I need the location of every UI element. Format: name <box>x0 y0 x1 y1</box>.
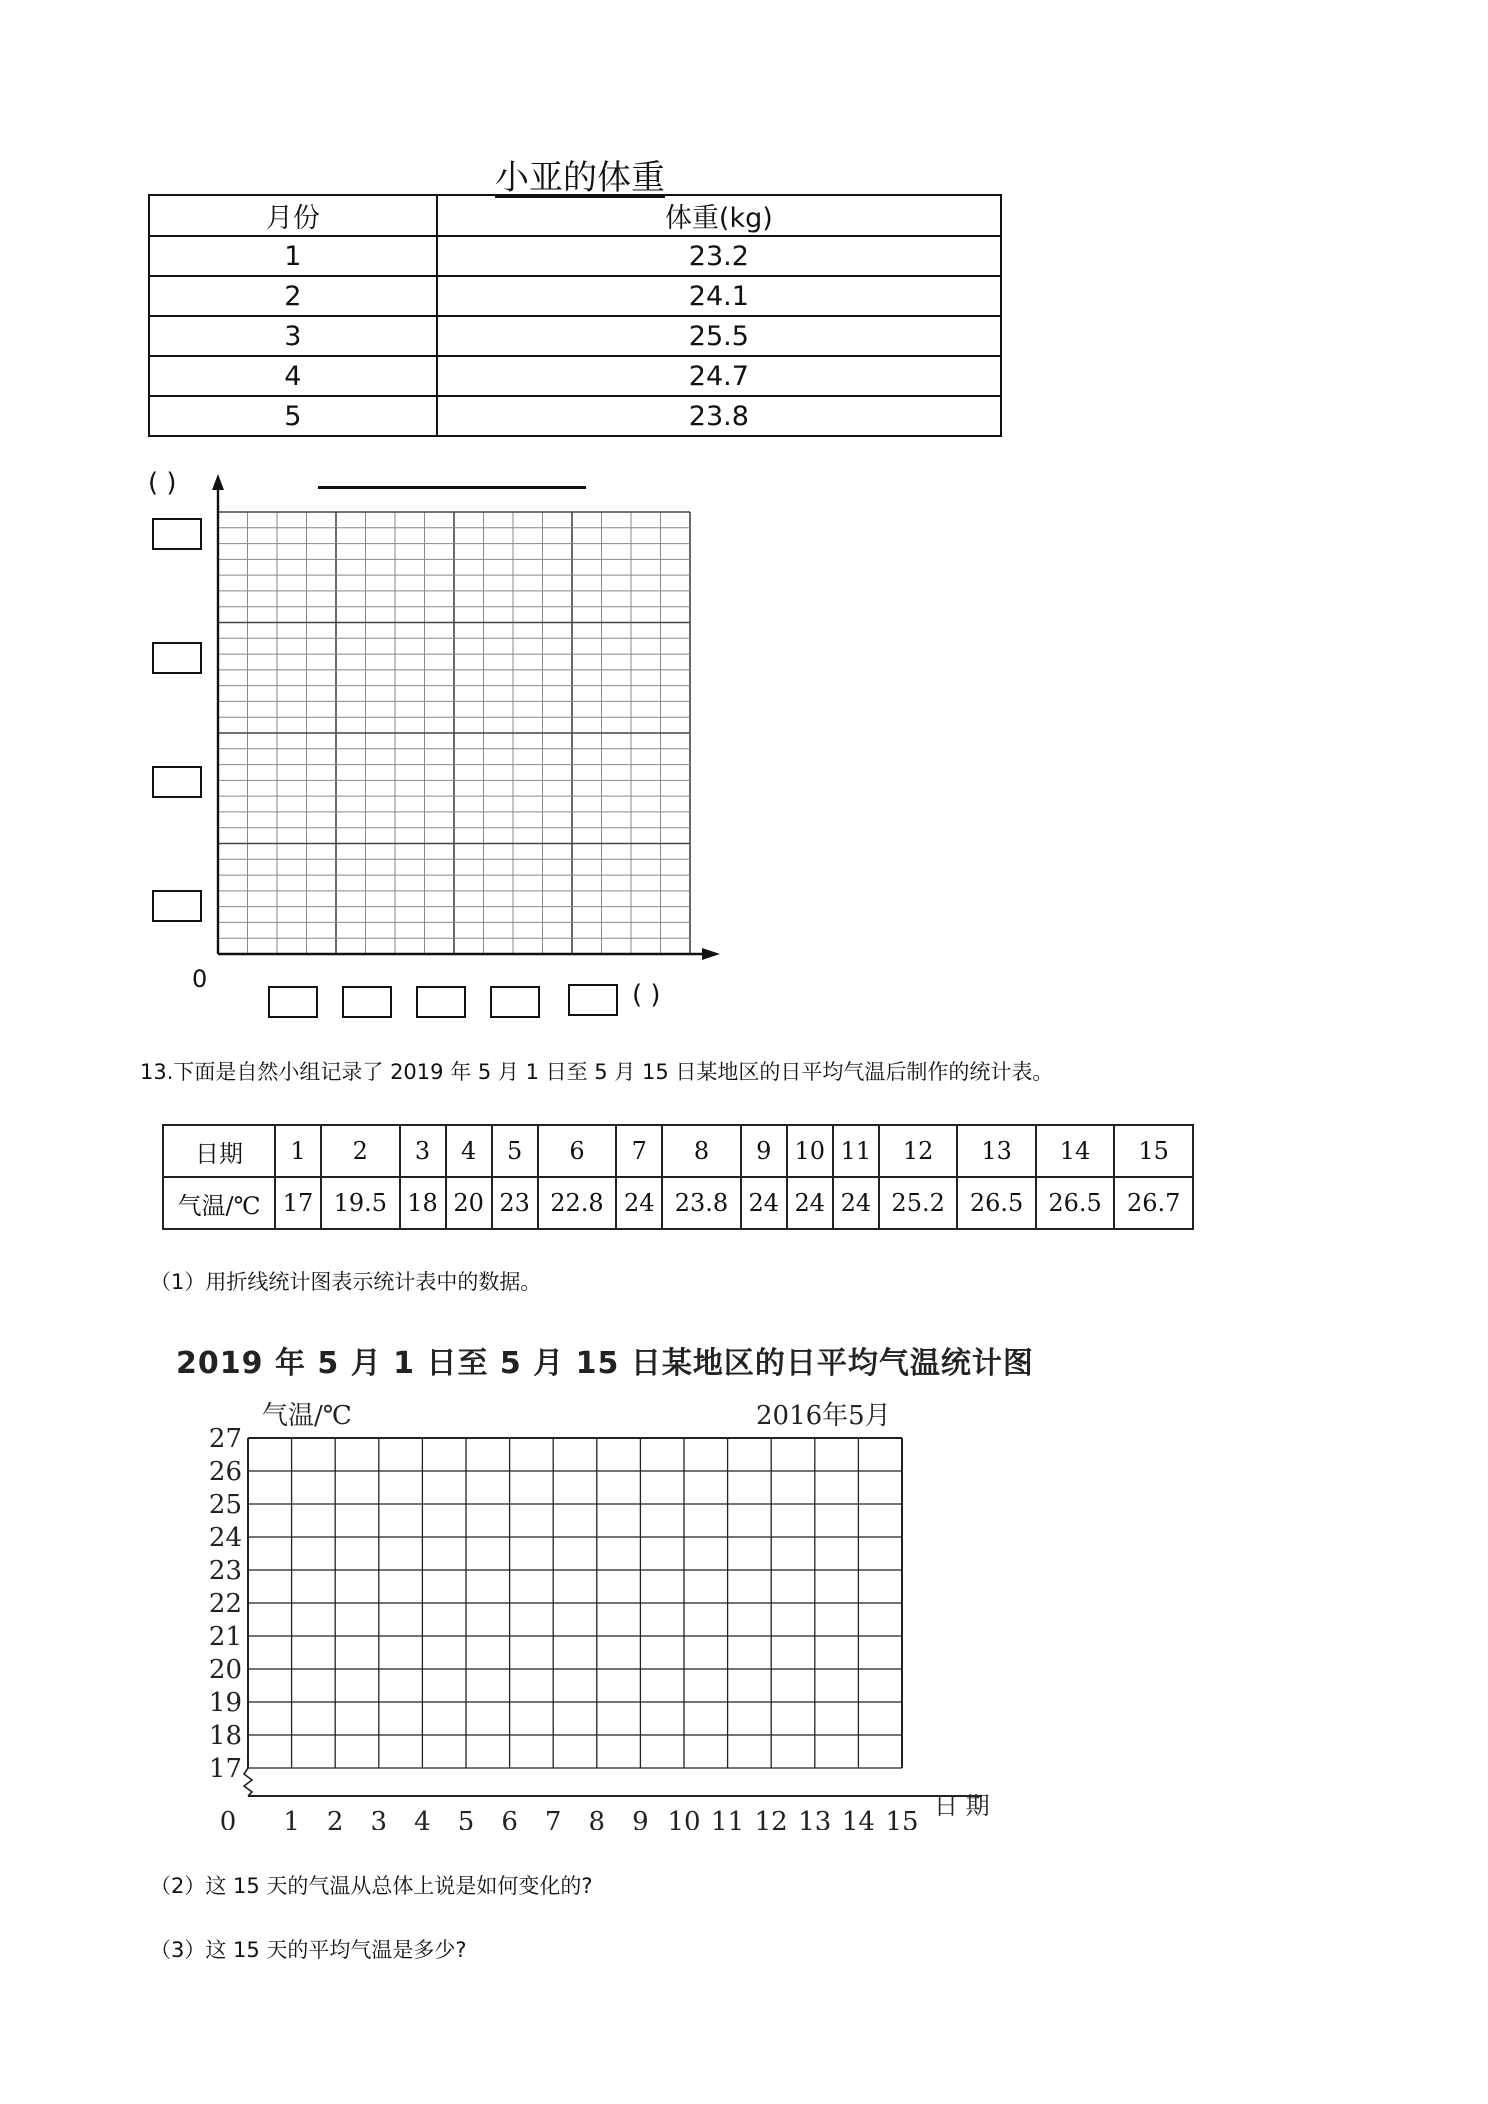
temp-cell: 26.5 <box>957 1177 1035 1229</box>
x-tick-label: 2 <box>326 1807 344 1830</box>
temp-row <box>163 1177 1193 1229</box>
date-cell: 4 <box>446 1125 492 1177</box>
x-label-box[interactable] <box>416 986 466 1018</box>
cell: 3 <box>149 316 437 356</box>
header-weight: 体重(kg) <box>437 195 1001 236</box>
temp-cell: 26.7 <box>1114 1177 1193 1229</box>
date-cell: 11 <box>833 1125 879 1177</box>
y-tick-label: 17 <box>208 1754 242 1784</box>
x-tick-label: 8 <box>588 1807 606 1830</box>
temp-chart-title: 2019 年 5 月 1 日至 5 月 15 日某地区的日平均气温统计图 <box>176 1346 1034 1381</box>
temp-cell: 24 <box>741 1177 787 1229</box>
cell: 23.2 <box>437 236 1001 276</box>
temperature-table <box>162 1124 1194 1230</box>
y-tick-label: 26 <box>208 1457 242 1487</box>
x-tick-label: 5 <box>457 1807 475 1830</box>
x-label-box[interactable] <box>342 986 392 1018</box>
x-axis-arrow <box>702 948 720 960</box>
table-row <box>149 276 1001 316</box>
table-row <box>149 396 1001 436</box>
x-unit-paren: ( ) <box>632 980 661 1010</box>
cell: 4 <box>149 356 437 396</box>
cell: 2 <box>149 276 437 316</box>
y-tick-label: 25 <box>208 1490 242 1520</box>
x-tick-label: 15 <box>885 1807 919 1830</box>
x-label-box[interactable] <box>568 984 618 1016</box>
temp-chart-xlabel: 日 期 <box>934 1792 990 1820</box>
date-cell: 13 <box>957 1125 1035 1177</box>
y-label-box[interactable] <box>152 766 202 798</box>
header-month: 月份 <box>149 195 437 236</box>
table-header-row <box>149 195 1001 236</box>
weight-table <box>148 194 1002 437</box>
temp-chart-corner-note: 2016年5月 <box>756 1401 891 1431</box>
temp-chart-ylabel: 气温/℃ <box>262 1401 352 1431</box>
date-cell: 5 <box>492 1125 538 1177</box>
x-tick-label: 10 <box>667 1807 701 1830</box>
y-tick-label: 20 <box>208 1655 242 1685</box>
temp-cell: 24 <box>833 1177 879 1229</box>
x-tick-label: 11 <box>711 1807 745 1830</box>
x-tick-label: 0 <box>219 1807 237 1830</box>
y-tick-label: 18 <box>208 1721 242 1751</box>
y-unit-paren: ( ) <box>148 468 177 498</box>
date-cell: 14 <box>1036 1125 1114 1177</box>
x-tick-label: 6 <box>501 1807 518 1830</box>
date-cell: 1 <box>275 1125 321 1177</box>
q13-sub1: （1）用折线统计图表示统计表中的数据。 <box>150 1270 542 1294</box>
date-cell: 2 <box>321 1125 399 1177</box>
blank-chart-origin: 0 <box>192 965 208 993</box>
temp-row-header: 气温/℃ <box>163 1177 275 1229</box>
q13-sub2: （2）这 15 天的气温从总体上说是如何变化的? <box>150 1874 593 1898</box>
x-label-box[interactable] <box>490 986 540 1018</box>
q13-intro: 13.下面是自然小组记录了 2019 年 5 月 1 日至 5 月 15 日某地区的日平均气温后制作的统计表。 <box>140 1060 1054 1084</box>
x-tick-label: 7 <box>544 1807 562 1830</box>
y-tick-label: 24 <box>208 1523 242 1553</box>
x-tick-label: 12 <box>754 1807 788 1830</box>
y-axis-arrow <box>212 474 224 490</box>
date-cell: 15 <box>1114 1125 1193 1177</box>
temp-cell: 26.5 <box>1036 1177 1114 1229</box>
cell: 25.5 <box>437 316 1001 356</box>
x-tick-label: 13 <box>798 1807 832 1830</box>
date-cell: 10 <box>787 1125 833 1177</box>
date-row <box>163 1125 1193 1177</box>
date-cell: 6 <box>538 1125 616 1177</box>
x-tick-label: 14 <box>841 1807 875 1830</box>
y-tick-label: 21 <box>208 1622 242 1652</box>
temp-cell: 24 <box>616 1177 662 1229</box>
temp-cell: 20 <box>446 1177 492 1229</box>
x-tick-label: 1 <box>283 1807 300 1830</box>
date-cell: 9 <box>741 1125 787 1177</box>
temp-cell: 25.2 <box>879 1177 957 1229</box>
blank-chart-grid <box>140 470 740 1030</box>
temp-cell: 24 <box>787 1177 833 1229</box>
date-cell: 8 <box>662 1125 740 1177</box>
cell: 5 <box>149 396 437 436</box>
temp-cell: 23 <box>492 1177 538 1229</box>
y-label-box[interactable] <box>152 642 202 674</box>
y-label-box[interactable] <box>152 518 202 550</box>
temp-cell: 17 <box>275 1177 321 1229</box>
x-label-box[interactable] <box>268 986 318 1018</box>
x-tick-label: 9 <box>632 1807 649 1830</box>
cell: 23.8 <box>437 396 1001 436</box>
temp-cell: 18 <box>400 1177 446 1229</box>
y-tick-label: 23 <box>208 1556 242 1586</box>
y-tick-label: 19 <box>208 1688 242 1718</box>
table-row <box>149 356 1001 396</box>
x-tick-label: 3 <box>370 1807 388 1830</box>
temp-chart <box>190 1390 1020 1830</box>
y-label-box[interactable] <box>152 890 202 922</box>
temp-cell: 22.8 <box>538 1177 616 1229</box>
q13-sub3: （3）这 15 天的平均气温是多少? <box>150 1938 467 1962</box>
cell: 24.7 <box>437 356 1001 396</box>
date-cell: 3 <box>400 1125 446 1177</box>
table-row <box>149 236 1001 276</box>
table-row <box>149 316 1001 356</box>
weight-table-title: 小亚的体重 <box>495 158 665 198</box>
temp-cell: 23.8 <box>662 1177 740 1229</box>
cell: 1 <box>149 236 437 276</box>
date-row-header: 日期 <box>163 1125 275 1177</box>
axis-break-mark <box>244 1768 252 1796</box>
temp-cell: 19.5 <box>321 1177 399 1229</box>
cell: 24.1 <box>437 276 1001 316</box>
y-tick-label: 22 <box>208 1589 242 1619</box>
date-cell: 7 <box>616 1125 662 1177</box>
date-cell: 12 <box>879 1125 957 1177</box>
x-tick-label: 4 <box>414 1807 431 1830</box>
y-tick-label: 27 <box>208 1424 242 1454</box>
